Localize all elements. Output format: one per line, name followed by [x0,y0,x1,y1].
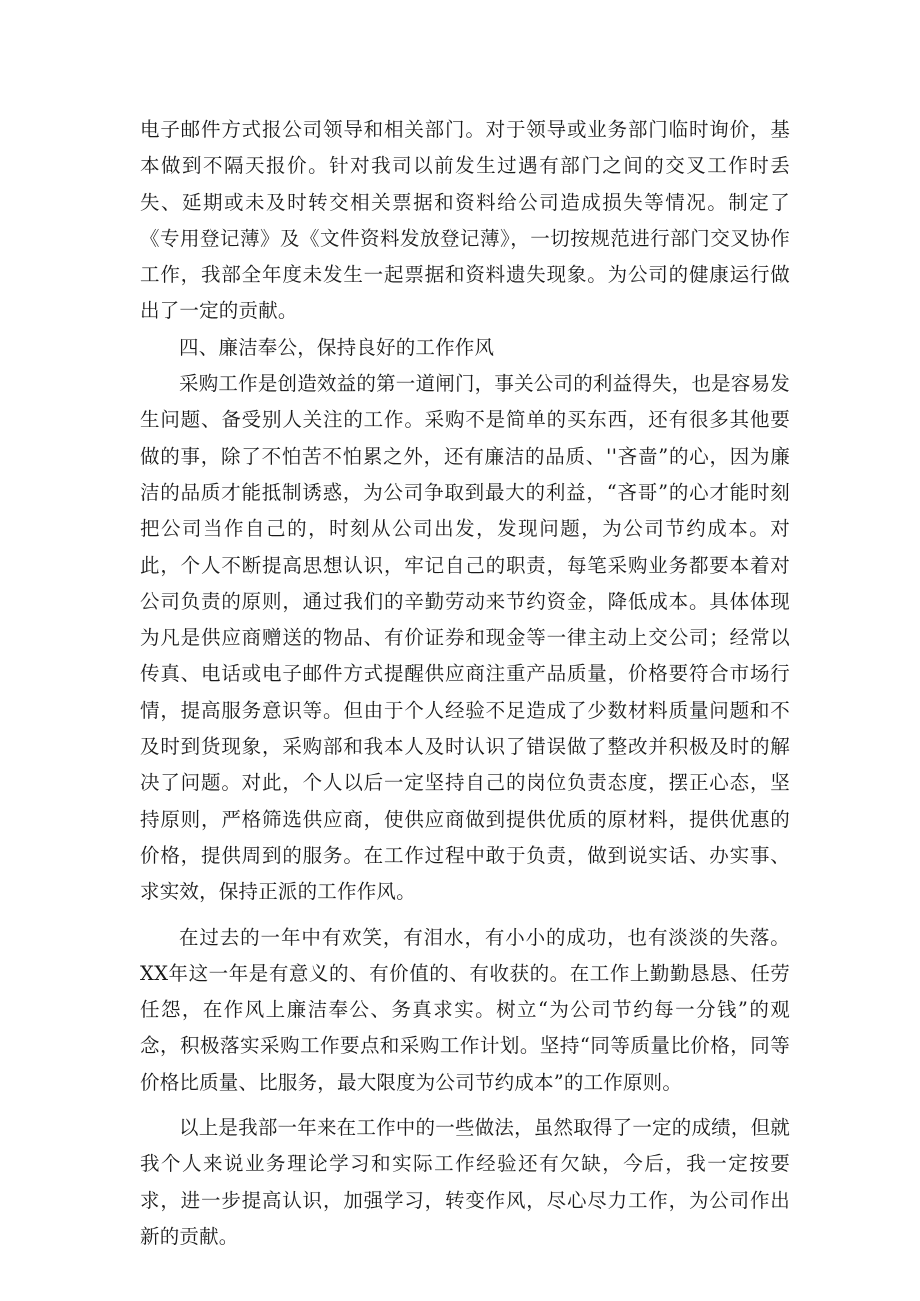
paragraph-year-review: 在过去的一年中有欢笑，有泪水，有小小的成功，也有淡淡的失落。XX年这一年是有意义的、有价值的、有收获的。在工作上勤勤恳恳、任劳任怨，在作风上廉洁奉公、务真求实。树立“为公司节约每一分钱”的观念，积极落实采购工作要点和采购工作计划。坚持“同等质量比价格，同等价格比质量、比服务，最大限度为公司节约成本”的工作原则。 [140,925,790,1094]
paragraph-integrity: 采购工作是创造效益的第一道闸门，事关公司的利益得失，也是容易发生问题、备受别人关注的工作。采购不是简单的买东西，还有很多其他要做的事，除了不怕苦不怕累之外，还有廉洁的品质、''吝啬”的心，因为廉洁的品质才能抵制诱惑，为公司争取到最大的利益，“吝哥”的心才能时刻把公司当作自己的，时刻从公司出发，发现问题，为公司节约成本。对此，个人不断提高思想认识，牢记自己的职责，每笔采购业务都要本着对公司负责的原则，通过我们的辛勤劳动来节约资金，降低成本。具体体现为凡是供应商赠送的物品、有价证券和现金等一律主动上交公司；经常以传真、电话或电子邮件方式提醒供应商注重产品质量，价格要符合市场行情，提高服务意识等。但由于个人经验不足造成了少数材料质量问题和不及时到货现象，采购部和我本人及时认识了错误做了整改并积极及时的解决了问题。对此，个人以后一定坚持自己的岗位负责态度，摆正心态，坚持原则，严格筛选供应商，使供应商做到提供优质的原材料，提供优惠的价格，提供周到的服务。在工作过程中敢于负责，做到说实话、办实事、求实效，保持正派的工作作风。 [140,372,790,904]
paragraph-conclusion: 以上是我部一年来在工作中的一些做法，虽然取得了一定的成绩，但就我个人来说业务理论学习和实际工作经验还有欠缺，今后，我一定按要求，进一步提高认识，加强学习，转变作风，尽心尽力工作，为公司作出新的贡献。 [140,1116,790,1248]
document-body [140,112,790,1255]
paragraph-continuation: 电子邮件方式报公司领导和相关部门。对于领导或业务部门临时询价，基本做到不隔天报价。针对我司以前发生过遇有部门之间的交叉工作时丢失、延期或未及时转交相关票据和资料给公司造成损失等情况。制定了《专用登记薄》及《文件资料发放登记薄》，一切按规范进行部门交叉协作工作，我部全年度未发生一起票据和资料遗失现象。为公司的健康运行做出了一定的贡献。 [140,118,790,323]
section-heading: 四、廉洁奉公，保持良好的工作作风 [179,335,495,359]
